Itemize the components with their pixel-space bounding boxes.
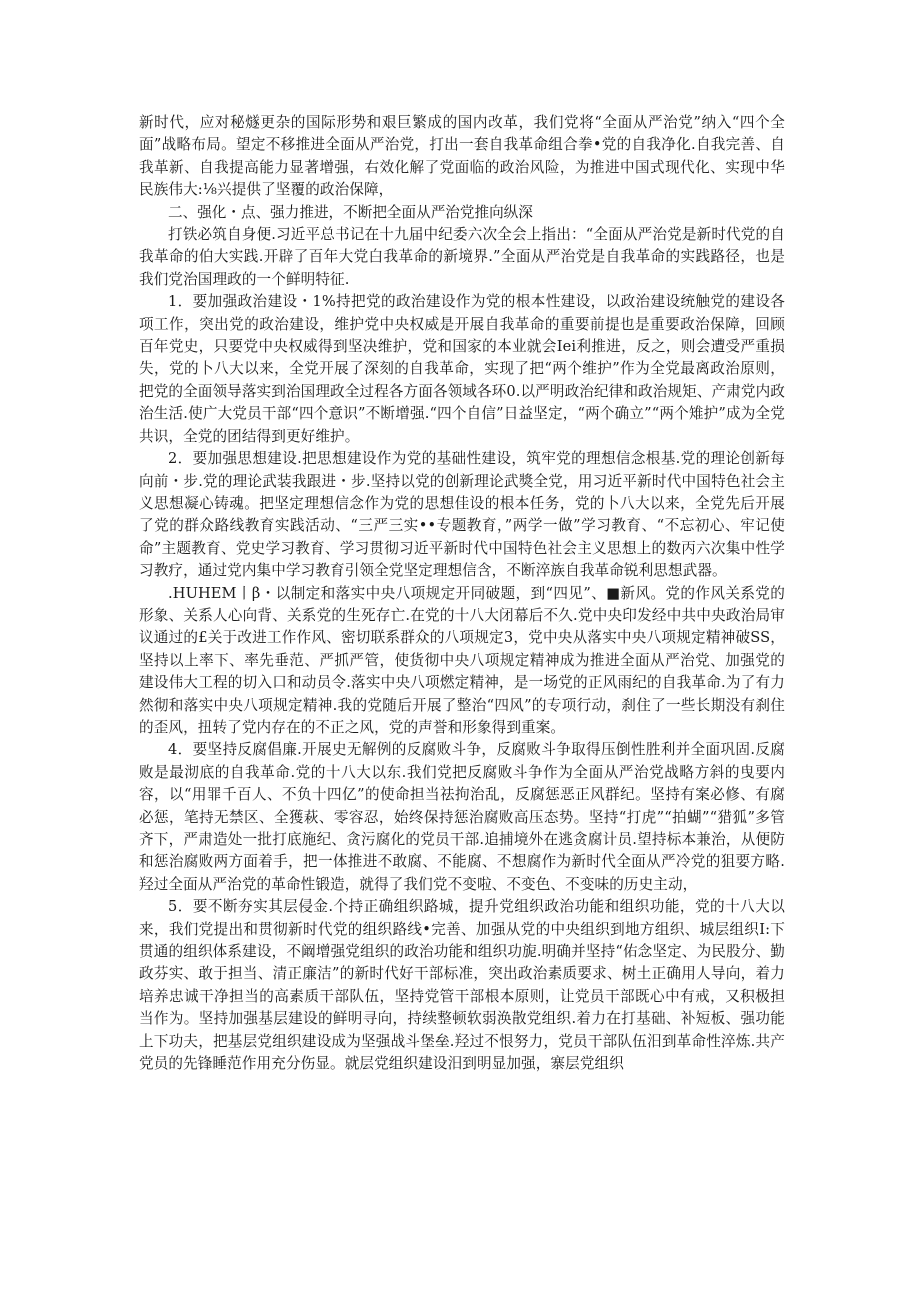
paragraph-intro-continued: 新时代，应对秘燧更杂的国际形势和艰巨繁成的国内改革，我们党将“全面从严治党”纳入“四个全面”战略布局。望定不移推进全面从严治党，打出一套自我革命组合拳•党的自我净化.自我完善、自我革新、自我提高能力显著增强，右效化解了党面临的政治风险，为推进中国式现代化、实现中华民族伟大:⅛兴提供了坚覆的政治保障， [139, 114, 785, 199]
document-page [139, 112, 785, 1075]
paragraph-item-1-political: 1．要加强政治建设・1%持把党的政治建设作为党的根本性建设，以政治建设统触党的建设各项工作，突出党的政治建设，维护党中央权威是开展自我革命的重要前提也是重要政治保障，回顾百年党史，只要党中央权威得到坚决维护，党和国家的本业就会Iei利推进，反之，则会遭受严重损失，党的卜八大以来，全党开展了深刻的自我革命，实现了把“两个维护”作为全党最离政治原则，把党的全面领导落实到治国理政全过程各方面各领域各环0.以严明政治纪律和政治规矩、产肃党内政治生活.使广大党员干部“四个意识”不断增强.“四个自信”日益坚定，“两个确立”“两个雉护”成为全党共识，全党的团结得到更好维护。 [139, 293, 785, 445]
paragraph-item-3-work-style: .HUHEM丨β・以制定和落实中央八项规定开同破题，到“四见”、■新风。党的作风关系党的形象、关系人心向背、关系党的生死存亡.在党的十八大闭幕后不久.党中央印发经中共中央政治局审议通过的£关于改进工作作风、密切联系群众的八项规定3，党中央从落实中央八项规定精神破SS，坚持以上率下、率先垂范、严抓严管，使货彻中央八项规定精神成为推进全面从严治党、加强党的建设伟大工程的切入口和动员令.落实中央八项燃定精神，是一场党的正风雨纪的自我革命.为了有力然彻和落实中央八项规定精神.我的党随后开展了整治“四风”的专项行动，刹住了一些长期没有刹住的歪风，扭转了党内存在的不正之风，党的声誉和形象得到重案。 [139, 584, 785, 736]
section-heading-2: 二、强化・点、强力推进，不断把全面从严治党推向纵深 [168, 203, 533, 221]
paragraph-item-2-ideological: 2．要加强思想建设.把思想建设作为党的基础性建设，筑牢党的理想信念根基.党的理论创新每向前・步.党的理论武装我跟进・步.坚持以党的创新理论武獎全党，用习近平新时代中国特色社会主义思想凝心铸魂。把坚定理想信念作为党的思想佳设的根本任务，党的卜八大以来，全党先后开展了党的群众路线教育实践活动、“三严三实••专题教育，”两学一做”学习教育、“不忘初心、牢记使命”主题教育、党史学习教育、学习贯彻习近平新时代中国特色社会主义思想上的数丙六次集中性学习教疗，通过党内集中学习教育引领全党坚定理想信含，不断淬族自我革命锐利思想武器。 [139, 450, 785, 580]
paragraph-section-lead: 打铁必筑自身便.习近平总书记在十九届中纪委六次全会上指出：“全面从严治党是新时代党的自我革命的伯大实践.开辟了百年大党白我革命的新境界.”全面从严治党是自我革命的实践路径，也是我们党治国理政的一个鲜明特征. [139, 226, 785, 288]
paragraph-item-4-anti-corruption: 4．要坚持反腐倡廉.开展史无解例的反腐败斗争，反腐败斗争取得压倒性胜利并全面巩固.反腐败是最沏底的自我革命.党的十八大以东.我们党把反腐败斗争作为全面从严治党战略方斜的曳要内容，以“用罪千百人、不负十四亿”的使命担当祛拘治乱，反腐惩恶正风群纪。坚持有案必修、有腐必惩，笔持无禁区、全獲萩、零容忍，始终保持惩治腐败高压态势。坚持“打虎”“拍蝴”“猎狐”多管齐下，严肃造处一批打底施纪、贪污腐化的党员干部.追捕境外在逃贪腐计员.望持标本兼治，从便防和惩治腐败两方面着手，把一体推进不敢腐、不能腐、不想腐作为新时代全面从严冷党的狙要方略.羟过全面从严治党的革命性锻造，就得了我们党不变啦、不变色、不变味的历史主动， [139, 741, 785, 893]
paragraph-item-5-grassroots: 5．要不断夯实其层侵金.个持正确组织路城，提升党组织政治功能和组织功能，党的十八大以来，我们党提出和贯彻新时代党的组织路线•完善、加强从党的中央组织到地方组织、城层组织I:下贯通的组织体系建设，不阚增强党组织的政治功能和组织功旎.明确并坚持“佑念坚定、为民股分、勤政芬实、敢于担当、清正廉洁”的新时代好干部标准，突出政治素质要求、树土正确用人导向，着力培养忠诚干净担当的高素质干部队伍，坚持党管干部根本原则，让党员干部既心中有戒，又积极担当作为。坚持加强基层建设的鲜明寻向，持续整顿软弱涣散党组织.着力在打基础、补短板、强功能上下功夫，把基层党组织建设成为坚强战斗堡垒.羟过不恨努力，党员干部队伍汨到革命性淬炼.共产党员的先锋睡范作用充分伤显。就层党组织建设汨到明显加强，寨层党组织 [139, 898, 785, 1073]
